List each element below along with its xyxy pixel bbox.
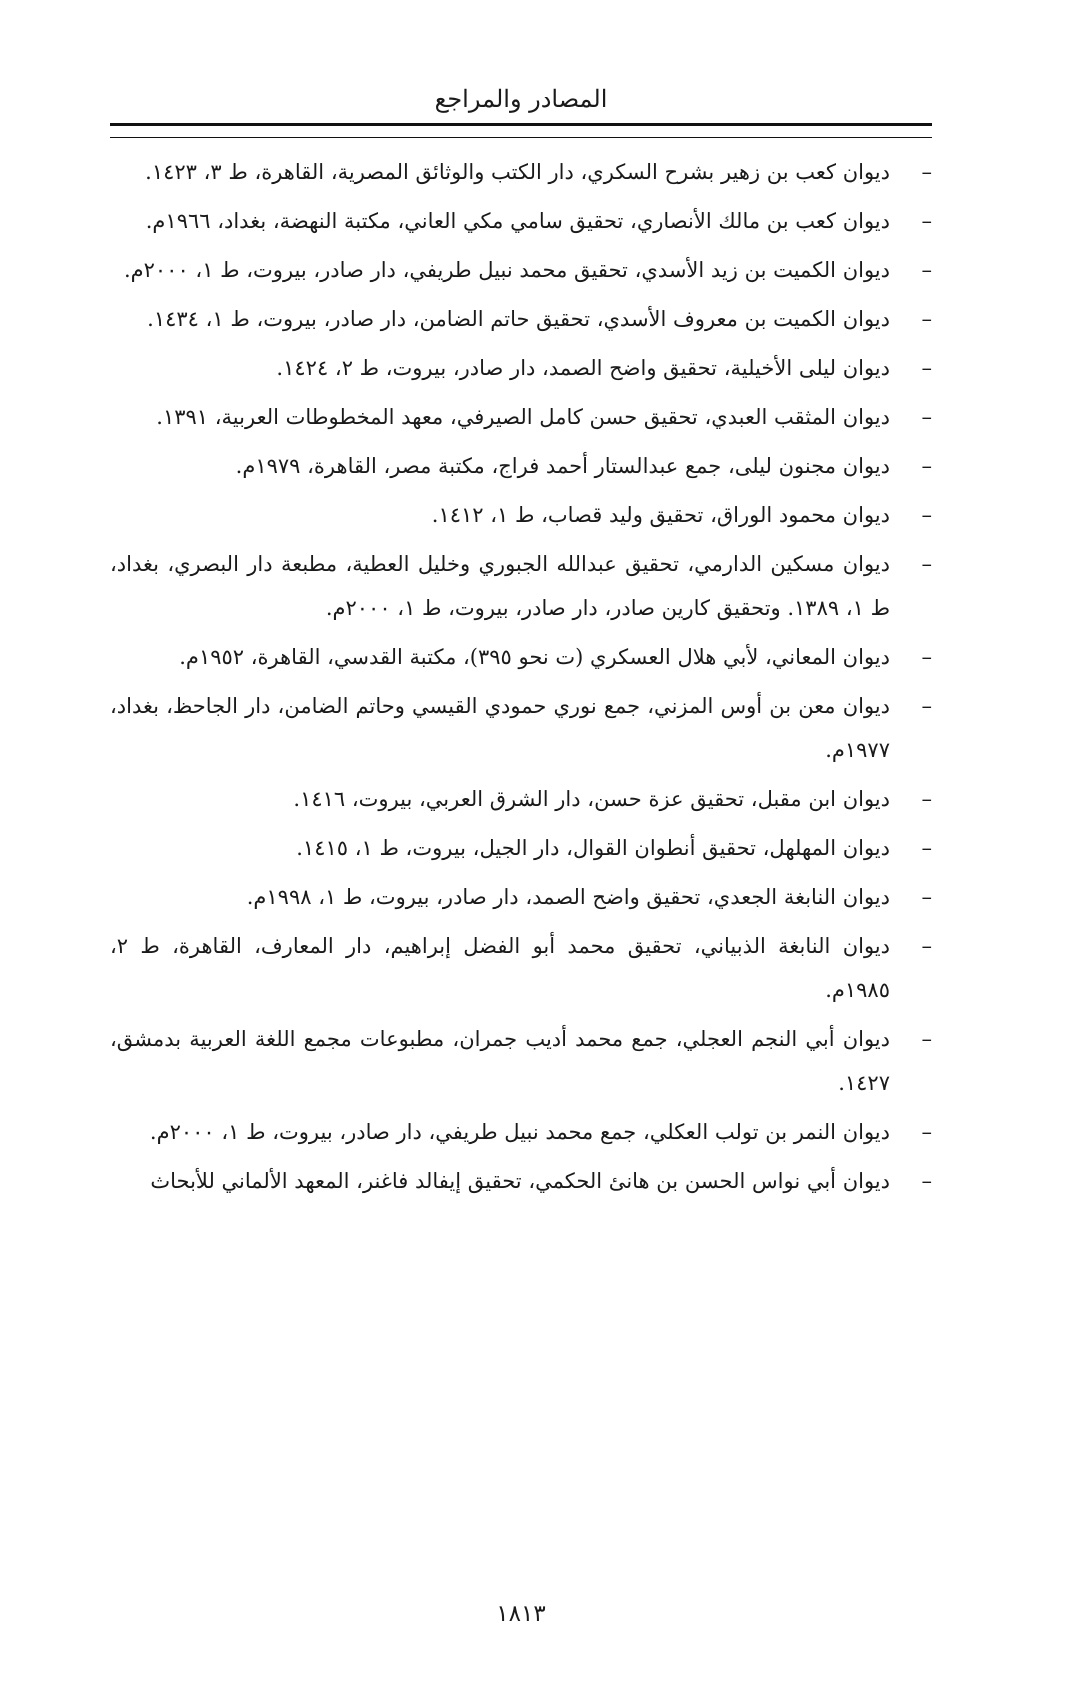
bibliography-entry (110, 542, 932, 630)
bibliography-entry (110, 684, 932, 772)
bibliography-entry (110, 875, 932, 919)
entry-dash: – (921, 694, 932, 718)
entry-text: ديوان النابغة الجعدي، تحقيق واضح الصمد، دار صادر، بيروت، ط ١، ١٩٩٨م. (246, 885, 890, 909)
entry-dash: – (921, 1027, 932, 1051)
entry-text: ديوان كعب بن مالك الأنصاري، تحقيق سامي مكي العاني، مكتبة النهضة، بغداد، ١٩٦٦م. (145, 209, 890, 233)
bibliography-entry (110, 199, 932, 243)
entry-dash: – (921, 645, 932, 669)
entry-dash: – (921, 1120, 932, 1144)
bibliography-entry (110, 297, 932, 341)
running-header-title: المصادر والمراجع (434, 85, 608, 113)
bibliography-entry (110, 777, 932, 821)
entry-text: ديوان مجنون ليلى، جمع عبدالستار أحمد فراج، مكتبة مصر، القاهرة، ١٩٧٩م. (235, 454, 890, 478)
entry-dash: – (921, 934, 932, 958)
header-rule-thick (110, 123, 932, 126)
bibliography-entry (110, 493, 932, 537)
entry-text: ديوان ليلى الأخيلية، تحقيق واضح الصمد، دار صادر، بيروت، ط ٢، ١٤٢٤. (276, 356, 890, 380)
entry-text: ديوان كعب بن زهير بشرح السكري، دار الكتب والوثائق المصرية، القاهرة، ط ٣، ١٤٢٣. (145, 160, 890, 184)
bibliography-entry (110, 826, 932, 870)
entry-dash: – (921, 356, 932, 380)
bibliography-entry (110, 635, 932, 679)
bibliography-entry (110, 248, 932, 292)
bibliography-entry (110, 395, 932, 439)
page-number: ١٨١٣ (496, 1601, 546, 1627)
entry-text: ديوان معن بن أوس المزني، جمع نوري حمودي القيسي وحاتم الضامن، دار الجاحظ، بغداد، ١٩٧٧م. (110, 694, 890, 762)
bibliography-entry (110, 1159, 932, 1203)
entry-text: ديوان أبي نواس الحسن بن هانئ الحكمي، تحقيق إيفالد فاغنر، المعهد الألماني للأبحاث (150, 1169, 890, 1193)
bibliography-entry (110, 924, 932, 1012)
bibliography-entry (110, 1110, 932, 1154)
entry-text: ديوان الكميت بن معروف الأسدي، تحقيق حاتم الضامن، دار صادر، بيروت، ط ١، ١٤٣٤. (147, 307, 890, 331)
entry-text: ديوان النابغة الذبياني، تحقيق محمد أبو الفضل إبراهيم، دار المعارف، القاهرة، ط ٢، ١٩٨٥م. (110, 934, 890, 1002)
entry-text: ديوان النمر بن تولب العكلي، جمع محمد نبيل طريفي، دار صادر، بيروت، ط ١، ٢٠٠٠م. (149, 1120, 890, 1144)
entry-text: ديوان مسكين الدارمي، تحقيق عبدالله الجبوري وخليل العطية، مطبعة دار البصري، بغداد، ط ١، ١٣٨٩. وتحقيق كارين صادر، دار صادر، بيروت، ط ١، ٢٠٠٠م. (110, 552, 890, 620)
entry-text: ديوان محمود الوراق، تحقيق وليد قصاب، ط ١، ١٤١٢. (431, 503, 890, 527)
entry-dash: – (921, 209, 932, 233)
entry-text: ديوان المثقب العبدي، تحقيق حسن كامل الصيرفي، معهد المخطوطات العربية، ١٣٩١. (156, 405, 890, 429)
bibliography-entry (110, 346, 932, 390)
entry-text: ديوان ابن مقبل، تحقيق عزة حسن، دار الشرق العربي، بيروت، ١٤١٦. (293, 787, 890, 811)
bibliography-entry (110, 150, 932, 194)
entry-dash: – (921, 787, 932, 811)
entry-dash: – (921, 1169, 932, 1193)
header-rule-thin (110, 137, 932, 138)
entry-dash: – (921, 454, 932, 478)
entry-text: ديوان الكميت بن زيد الأسدي، تحقيق محمد نبيل طريفي، دار صادر، بيروت، ط ١، ٢٠٠٠م. (123, 258, 890, 282)
entry-dash: – (921, 885, 932, 909)
entry-dash: – (921, 552, 932, 576)
entry-text: ديوان المهلهل، تحقيق أنطوان القوال، دار الجيل، بيروت، ط ١، ١٤١٥. (296, 836, 890, 860)
bibliography-list (110, 150, 932, 1208)
entry-dash: – (921, 160, 932, 184)
bibliography-entry (110, 1017, 932, 1105)
entry-dash: – (921, 405, 932, 429)
bibliography-entry (110, 444, 932, 488)
entry-dash: – (921, 836, 932, 860)
entry-dash: – (921, 503, 932, 527)
entry-dash: – (921, 258, 932, 282)
entry-text: ديوان المعاني، لأبي هلال العسكري (ت نحو ٣٩٥)، مكتبة القدسي، القاهرة، ١٩٥٢م. (179, 645, 890, 669)
entry-text: ديوان أبي النجم العجلي، جمع محمد أديب جمران، مطبوعات مجمع اللغة العربية بدمشق، ١٤٢٧. (110, 1027, 890, 1095)
entry-dash: – (921, 307, 932, 331)
